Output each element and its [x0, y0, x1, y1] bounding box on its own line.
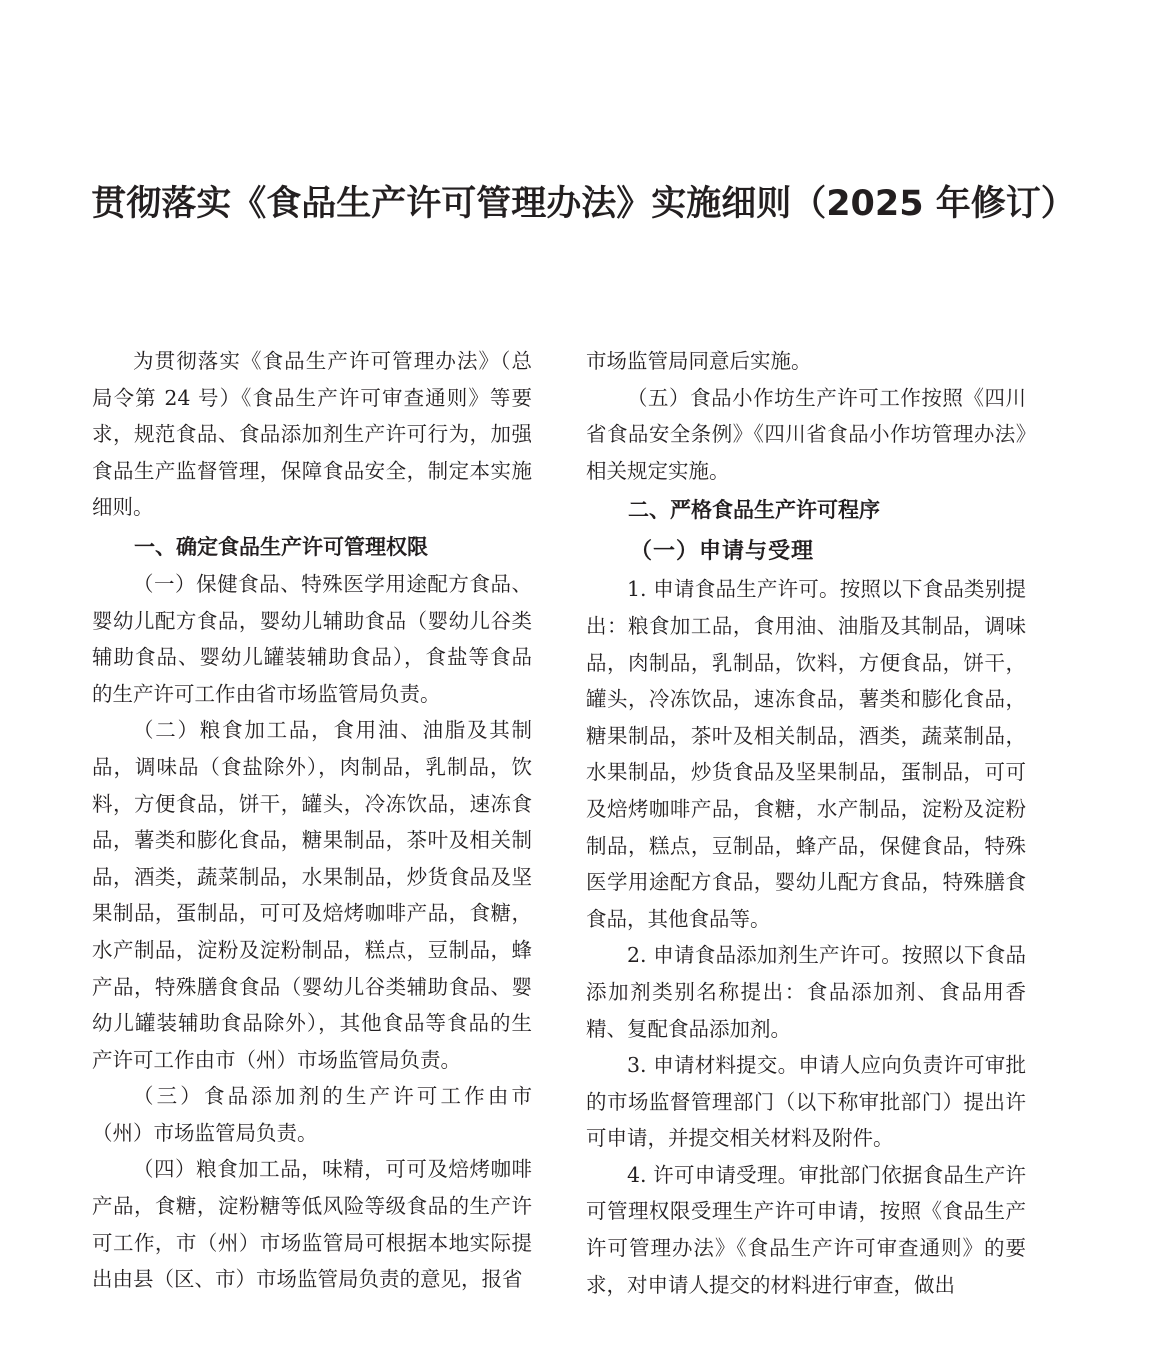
paragraph-step-1: 1. 申请食品生产许可。按照以下食品类别提出：粮食加工品，食用油、油脂及其制品，调味品，肉制品，乳制品，饮料，方便食品，饼干，罐头，冷冻饮品，速冻食品，薯类和膨化食品，糖果制品，茶叶及相关制品，酒类，蔬菜制品，水果制品，炒货食品及坚果制品，蛋制品，可可及焙烤咖啡产品，食糖，水产制品，淀粉及淀粉制品，糕点，豆制品，蜂产品，保健食品，特殊医学用途配方食品，婴幼儿配方食品，特殊膳食食品，其他食品等。	[586, 577, 1026, 931]
section-heading-procedure: 二、严格食品生产许可程序	[628, 498, 880, 523]
paragraph-item-3: （三）食品添加剂的生产许可工作由市（州）市场监管局负责。	[92, 1084, 532, 1145]
paragraph-step-2: 2. 申请食品添加剂生产许可。按照以下食品添加剂类别名称提出：食品添加剂、食品用香精、复配食品添加剂。	[586, 943, 1026, 1041]
subsection-heading-application: （一）申请与受理	[630, 538, 815, 565]
paragraph-step-3: 3. 申请材料提交。申请人应向负责许可审批的市场监督管理部门（以下称审批部门）提出许可申请，并提交相关材料及附件。	[586, 1053, 1026, 1151]
left-column	[92, 343, 532, 1298]
paragraph-item-4-continued: 市场监管局同意后实施。	[586, 349, 812, 373]
paragraph-step-4: 4. 许可申请受理。审批部门依据食品生产许可管理权限受理生产许可申请，按照《食品生产许可管理办法》《食品生产许可审查通则》的要求，对申请人提交的材料进行审查，做出	[586, 1162, 1026, 1297]
paragraph-item-2: （二）粮食加工品，食用油、油脂及其制品，调味品（食盐除外），肉制品，乳制品，饮料，方便食品，饼干，罐头，冷冻饮品，速冻食品，薯类和膨化食品，糖果制品，茶叶及相关制品，酒类，蔬菜制品，水果制品，炒货食品及坚果制品，蛋制品，可可及焙烤咖啡产品，食糖，水产制品，淀粉及淀粉制品，糕点，豆制品，蜂产品，特殊膳食食品（婴幼儿谷类辅助食品、婴幼儿罐装辅助食品除外），其他食品等食品的生产许可工作由市（州）市场监管局负责。	[92, 718, 532, 1072]
intro-paragraph: 为贯彻落实《食品生产许可管理办法》（总局令第 24 号）《食品生产许可审查通则》等要求，规范食品、食品添加剂生产许可行为，加强食品生产监督管理，保障食品安全，制定本实施细则。	[92, 349, 532, 520]
paragraph-item-1: （一）保健食品、特殊医学用途配方食品、婴幼儿配方食品，婴幼儿辅助食品（婴幼儿谷类辅助食品、婴幼儿罐装辅助食品），食盐等食品的生产许可工作由省市场监管局负责。	[92, 571, 532, 706]
paragraph-item-4: （四）粮食加工品，味精，可可及焙烤咖啡产品，食糖，淀粉糖等低风险等级食品的生产许可工作，市（州）市场监管局可根据本地实际提出由县（区、市）市场监管局负责的意见，报省	[92, 1157, 532, 1292]
right-column	[586, 343, 1026, 1303]
paragraph-item-5: （五）食品小作坊生产许可工作按照《四川省食品安全条例》《四川省食品小作坊管理办法》相关规定实施。	[586, 385, 1026, 483]
section-heading-authority: 一、确定食品生产许可管理权限	[134, 534, 428, 559]
document-title: 贯彻落实《食品生产许可管理办法》实施细则（2025 年修订）	[91, 184, 1076, 224]
